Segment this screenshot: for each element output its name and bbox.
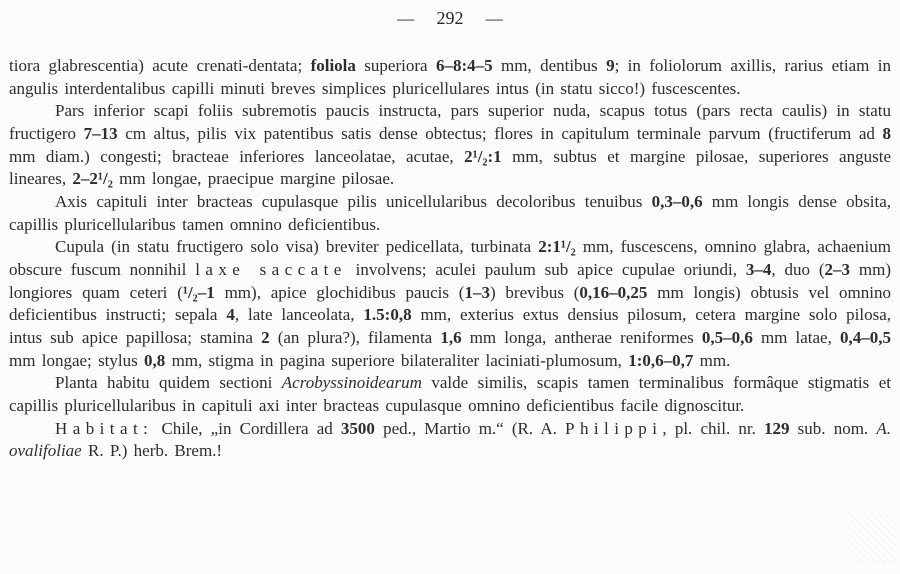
text-segment: foliola (310, 56, 356, 75)
paragraph-axis-capituli (9, 191, 891, 236)
text-segment: mm), apice glochidibus paucis ( (214, 282, 465, 302)
text-segment: 2¹/₂:1 (464, 146, 502, 166)
text-segment: 3–4 (745, 259, 772, 279)
text-segment: mm, dentibus (492, 56, 607, 75)
text-segment: ped., Martio m.“ (R. A. (374, 418, 566, 438)
text-segment: Pars inferior scapi foliis subremotis paucis instructa, pars superior nuda, scapus totus (pars recta caulis) in statu fructigero (9, 101, 891, 143)
text-segment: mm longis) obtusis vel omnino deficientibus instructi; sepala (9, 282, 892, 325)
header-dash-right: — (485, 9, 503, 28)
text-segment: (an plura?), filamenta (269, 327, 441, 347)
text-segment: mm, exterius extus densius pilosum, cetera margine solo pilosa, intus sub apice papillosa; stamina (9, 305, 892, 347)
text-segment: , late lanceolata, (234, 305, 364, 325)
text-segment: 0,16–0,25 (579, 282, 648, 302)
text-segment: sub. nom. (789, 418, 877, 438)
text-segment: R. P.) herb. Brem.! (81, 441, 223, 461)
text-segment: 1–3 (464, 282, 490, 302)
text-segment: mm, fuscescens, omnino glabra, achaenium obscure fuscum nonnihil (9, 237, 891, 279)
text-segment: mm latae, (752, 327, 840, 347)
text-segment: mm longae; stylus (9, 350, 145, 370)
text-segment: superiora (355, 56, 436, 75)
paragraph-cupula (9, 236, 891, 372)
text-segment: mm, stigma in pagina superiore bilateraliter laciniati-plumosum, (165, 350, 629, 370)
text-segment: 129 (764, 418, 790, 438)
scan-smudge (850, 514, 896, 564)
paragraph-planta (9, 372, 891, 417)
text-segment: 2–3 (824, 259, 851, 279)
text-segment: 6–8:4–5 (435, 56, 493, 75)
text-segment: mm, subtus et margine pilosae, superiores anguste lineares, (9, 146, 891, 189)
page-number: 292 (436, 8, 464, 28)
text-segment: 0,5–0,6 (701, 327, 753, 347)
text-segment: mm) longiores quam ceteri ( (9, 259, 892, 302)
paragraph-continuation (9, 55, 891, 100)
text-segment: mm diam.) congesti; bracteae inferiores lanceolatae, acutae, (9, 146, 465, 166)
paragraph-habitat (9, 418, 891, 463)
text-segment: Axis capituli inter bracteas cupulasque pilis unicellularibus decoloribus tenuibus (55, 191, 652, 211)
text-segment: involvens; aculei paulum sub apice cupulae oriundi, (346, 259, 746, 279)
text-segment: 4 (226, 305, 235, 325)
text-segment: 9 (606, 56, 615, 75)
text-segment: tiora glabrescentia) acute crenati-dentata; (9, 56, 311, 75)
text-segment: cm altus, pilis vix patentibus satis dense obtectus; flores in capitulum terminale parvum (fructiferum ad (117, 123, 883, 143)
text-segment: A. ovalifoliae (9, 418, 891, 461)
text-segment: , pl. chil. nr. (662, 418, 765, 438)
text-segment: Acrobyssinoidearum (281, 373, 422, 393)
text-segment: 3500 (340, 418, 375, 438)
text-segment: 1,6 (440, 327, 462, 347)
text-segment: 2 (261, 327, 270, 347)
text-segment: 2–2¹/₂ (72, 169, 113, 189)
text-segment: 1.5:0,8 (363, 305, 412, 325)
text-segment: mm longis dense obsita, capillis pluricellularibus tamen omnino deficientibus. (9, 191, 891, 234)
text-segment: ¹/₂–1 (182, 282, 215, 302)
text-segment: , duo ( (771, 259, 825, 279)
page-header (9, 8, 891, 29)
text-segment: valde similis, scapis tamen terminalibus formâque stigmatis et capillis pluricellularibus in capituli axi inter bracteas cupulasque omnino deficientibus facile dignoscitur. (9, 373, 891, 415)
text-segment: Cupula (in statu fructigero solo visa) breviter pedicellata, turbinata (55, 237, 539, 257)
text-segment: 1:0,6–0,7 (628, 350, 694, 370)
text-segment: 0,8 (144, 350, 166, 370)
text-segment: ; in foliolorum axillis, rarius etiam in angulis interdentalibus capilli minuti breves simplices pluricellulares intus (in statu sicco!) fuscescentes. (9, 56, 891, 98)
text-segment: Chile, „in Cordillera ad (153, 418, 341, 438)
text-segment: laxe saccate (195, 259, 347, 279)
paragraph-pars-inferior (9, 100, 891, 191)
text-segment: ) brevibus ( (489, 282, 580, 302)
header-dash-left: — (397, 9, 415, 28)
text-segment: 0,4–0,5 (839, 327, 891, 347)
text-segment: mm. (693, 350, 731, 370)
text-segment: mm longae, praecipue margine pilosae. (112, 169, 395, 189)
text-segment: Habitat: (55, 418, 154, 438)
text-segment: mm longa, antherae reniformes (461, 327, 702, 347)
text-segment: 0,3–0,6 (651, 191, 703, 211)
text-segment: Planta habitu quidem sectioni (55, 373, 282, 393)
text-segment: 2:1¹/₂ (538, 237, 576, 257)
page-body (9, 55, 891, 463)
text-segment: 8 (882, 123, 891, 143)
text-segment: Philippi (565, 418, 663, 438)
text-segment: 7–13 (83, 123, 118, 143)
